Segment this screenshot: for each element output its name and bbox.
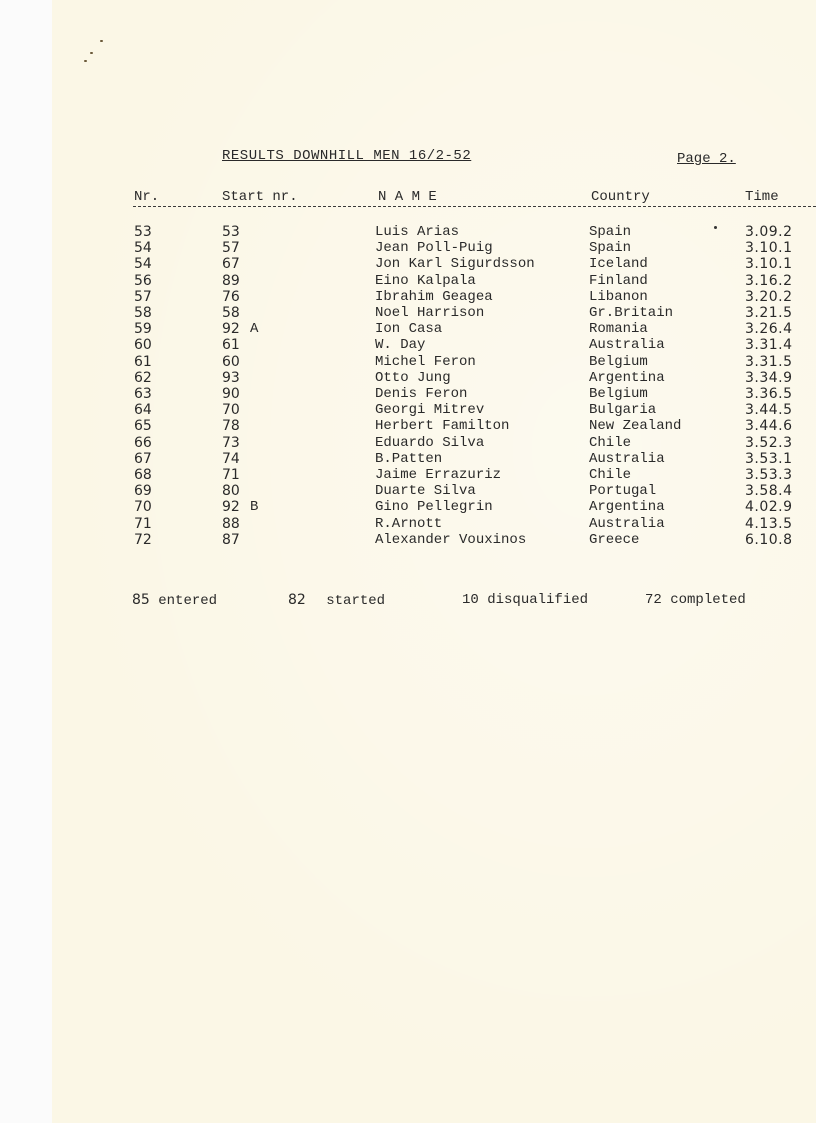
table-row (0, 402, 816, 418)
started-label: started (326, 593, 386, 609)
competitor-name: Georgi Mitrev (375, 402, 485, 419)
competitor-country: Gr.Britain (589, 305, 674, 321)
paper-sheet (52, 0, 816, 1123)
race-time: 4.13.5 (745, 515, 793, 532)
race-time: 6.10.8 (745, 531, 793, 548)
competitor-country: New Zealand (589, 418, 682, 435)
page-number: Page 2. (677, 151, 736, 167)
table-row (0, 337, 816, 353)
paper-speck (84, 60, 87, 62)
finish-nr: 72 (134, 531, 152, 548)
competitor-name: R.Arnott (375, 515, 443, 532)
finish-nr: 63 (134, 386, 152, 402)
start-nr: 70 (222, 402, 240, 419)
finish-nr: 64 (134, 402, 152, 419)
finish-nr: 70 (134, 499, 152, 516)
start-nr: 73 (222, 434, 240, 451)
finish-nr: 57 (134, 288, 152, 305)
start-nr: 87 (222, 531, 240, 548)
finish-nr: 58 (134, 305, 152, 321)
start-nr: 53 (222, 224, 240, 240)
start-nr: 67 (222, 256, 240, 273)
start-nr: 57 (222, 240, 240, 257)
started-count: 82 (288, 592, 306, 608)
race-time: 3.44.6 (745, 418, 793, 435)
competitor-name: Jean Poll-Puig (375, 240, 493, 257)
competitor-name: Denis Feron (375, 386, 468, 402)
competitor-name: W. Day (375, 337, 426, 354)
finish-nr: 69 (134, 483, 152, 500)
header-nr: Nr. (134, 189, 160, 205)
race-time: 3.31.5 (745, 353, 793, 370)
start-mark: A (250, 321, 259, 338)
finish-nr: 65 (134, 418, 152, 435)
table-row (0, 467, 816, 483)
summary-disqualified (462, 592, 588, 608)
competitor-country: Spain (589, 224, 632, 240)
finish-nr: 62 (134, 369, 152, 386)
race-time: 3.31.4 (745, 337, 793, 354)
table-row (0, 224, 816, 240)
start-nr: 78 (222, 418, 240, 435)
start-nr: 76 (222, 288, 240, 305)
scan-margin (0, 0, 52, 1123)
competitor-name: Michel Feron (375, 353, 476, 370)
competitor-country: Romania (589, 321, 648, 338)
competitor-country: Chile (589, 467, 632, 483)
finish-nr: 53 (134, 224, 152, 240)
paper-speck (90, 52, 93, 54)
race-time: 3.20.2 (745, 288, 793, 305)
finish-nr: 61 (134, 353, 152, 370)
competitor-country: Argentina (589, 369, 665, 386)
table-row (0, 370, 816, 386)
header-name: N A M E (378, 189, 437, 205)
competitor-name: Gino Pellegrin (375, 499, 493, 516)
competitor-country: Australia (589, 450, 665, 467)
table-row (0, 516, 816, 532)
competitor-name: Ibrahim Geagea (375, 288, 493, 305)
competitor-country: Bulgaria (589, 402, 657, 419)
start-nr: 90 (222, 386, 240, 402)
header-rule (133, 206, 816, 207)
table-row (0, 256, 816, 272)
race-time: 3.53.3 (745, 467, 793, 483)
finish-nr: 71 (134, 515, 152, 532)
table-row (0, 418, 816, 434)
competitor-name: Eduardo Silva (375, 434, 485, 451)
disqualified-label: disqualified (487, 592, 589, 608)
entered-label: entered (158, 593, 218, 609)
summary-entered (132, 592, 217, 609)
competitor-country: Iceland (589, 256, 648, 273)
finish-nr: 60 (134, 337, 152, 354)
race-time: 3.10.1 (745, 256, 793, 273)
page-title: RESULTS DOWNHILL MEN 16/2-52 (222, 148, 472, 164)
race-time: 3.58.4 (745, 483, 793, 500)
race-time: 3.34.9 (745, 369, 793, 386)
table-row (0, 451, 816, 467)
race-time: 3.09.2 (745, 224, 793, 240)
competitor-name: Duarte Silva (375, 483, 476, 500)
competitor-name: B.Patten (375, 450, 443, 467)
start-nr: 88 (222, 515, 240, 532)
competitor-country: Argentina (589, 499, 665, 516)
disqualified-count: 10 (462, 592, 479, 608)
table-row (0, 321, 816, 337)
competitor-name: Jaime Errazuriz (375, 467, 502, 483)
race-time: 3.44.5 (745, 402, 793, 419)
start-nr: 92 (222, 499, 240, 516)
start-mark: B (250, 499, 259, 516)
race-time: 3.26.4 (745, 321, 793, 338)
header-country: Country (591, 189, 650, 205)
table-row (0, 305, 816, 321)
finish-nr: 54 (134, 240, 152, 257)
entered-count: 85 (132, 592, 150, 608)
competitor-name: Ion Casa (375, 321, 443, 338)
summary-started (288, 592, 385, 609)
race-time: 3.52.3 (745, 434, 793, 451)
completed-label: completed (670, 592, 746, 608)
competitor-country: Portugal (589, 483, 657, 500)
finish-nr: 59 (134, 321, 152, 338)
summary-completed (645, 592, 746, 608)
start-nr: 74 (222, 450, 240, 467)
start-nr: 61 (222, 337, 240, 354)
finish-nr: 68 (134, 467, 152, 483)
header-start-nr: Start nr. (222, 189, 298, 205)
competitor-name: Herbert Familton (375, 418, 510, 435)
competitor-country: Belgium (589, 353, 648, 370)
start-nr: 71 (222, 467, 240, 483)
race-time: 4.02.9 (745, 499, 793, 516)
finish-nr: 56 (134, 272, 152, 289)
start-nr: 80 (222, 483, 240, 500)
table-row (0, 532, 816, 548)
competitor-country: Greece (589, 531, 640, 548)
table-row (0, 435, 816, 451)
table-row (0, 354, 816, 370)
race-time: 3.10.1 (745, 240, 793, 257)
start-nr: 58 (222, 305, 240, 321)
paper-speck (100, 40, 103, 42)
start-nr: 92 (222, 321, 240, 338)
finish-nr: 54 (134, 256, 152, 273)
race-time: 3.53.1 (745, 450, 793, 467)
competitor-country: Chile (589, 434, 632, 451)
table-row (0, 240, 816, 256)
competitor-name: Otto Jung (375, 369, 451, 386)
start-nr: 89 (222, 272, 240, 289)
race-time: 3.21.5 (745, 305, 793, 321)
competitor-name: Alexander Vouxinos (375, 531, 527, 548)
competitor-country: Australia (589, 515, 665, 532)
competitor-country: Spain (589, 240, 632, 257)
competitor-country: Australia (589, 337, 665, 354)
start-nr: 60 (222, 353, 240, 370)
completed-count: 72 (645, 592, 662, 608)
competitor-name: Luis Arias (375, 224, 460, 240)
competitor-country: Finland (589, 272, 648, 289)
race-time: 3.16.2 (745, 272, 793, 289)
finish-nr: 67 (134, 450, 152, 467)
competitor-name: Eino Kalpala (375, 272, 476, 289)
finish-nr: 66 (134, 434, 152, 451)
table-row (0, 386, 816, 402)
table-row (0, 499, 816, 515)
competitor-country: Libanon (589, 288, 648, 305)
header-time: Time (745, 189, 779, 205)
competitor-country: Belgium (589, 386, 648, 402)
competitor-name: Jon Karl Sigurdsson (375, 256, 535, 273)
start-nr: 93 (222, 369, 240, 386)
table-row (0, 273, 816, 289)
race-time: 3.36.5 (745, 386, 793, 402)
table-row (0, 289, 816, 305)
table-row (0, 483, 816, 499)
competitor-name: Noel Harrison (375, 305, 485, 321)
